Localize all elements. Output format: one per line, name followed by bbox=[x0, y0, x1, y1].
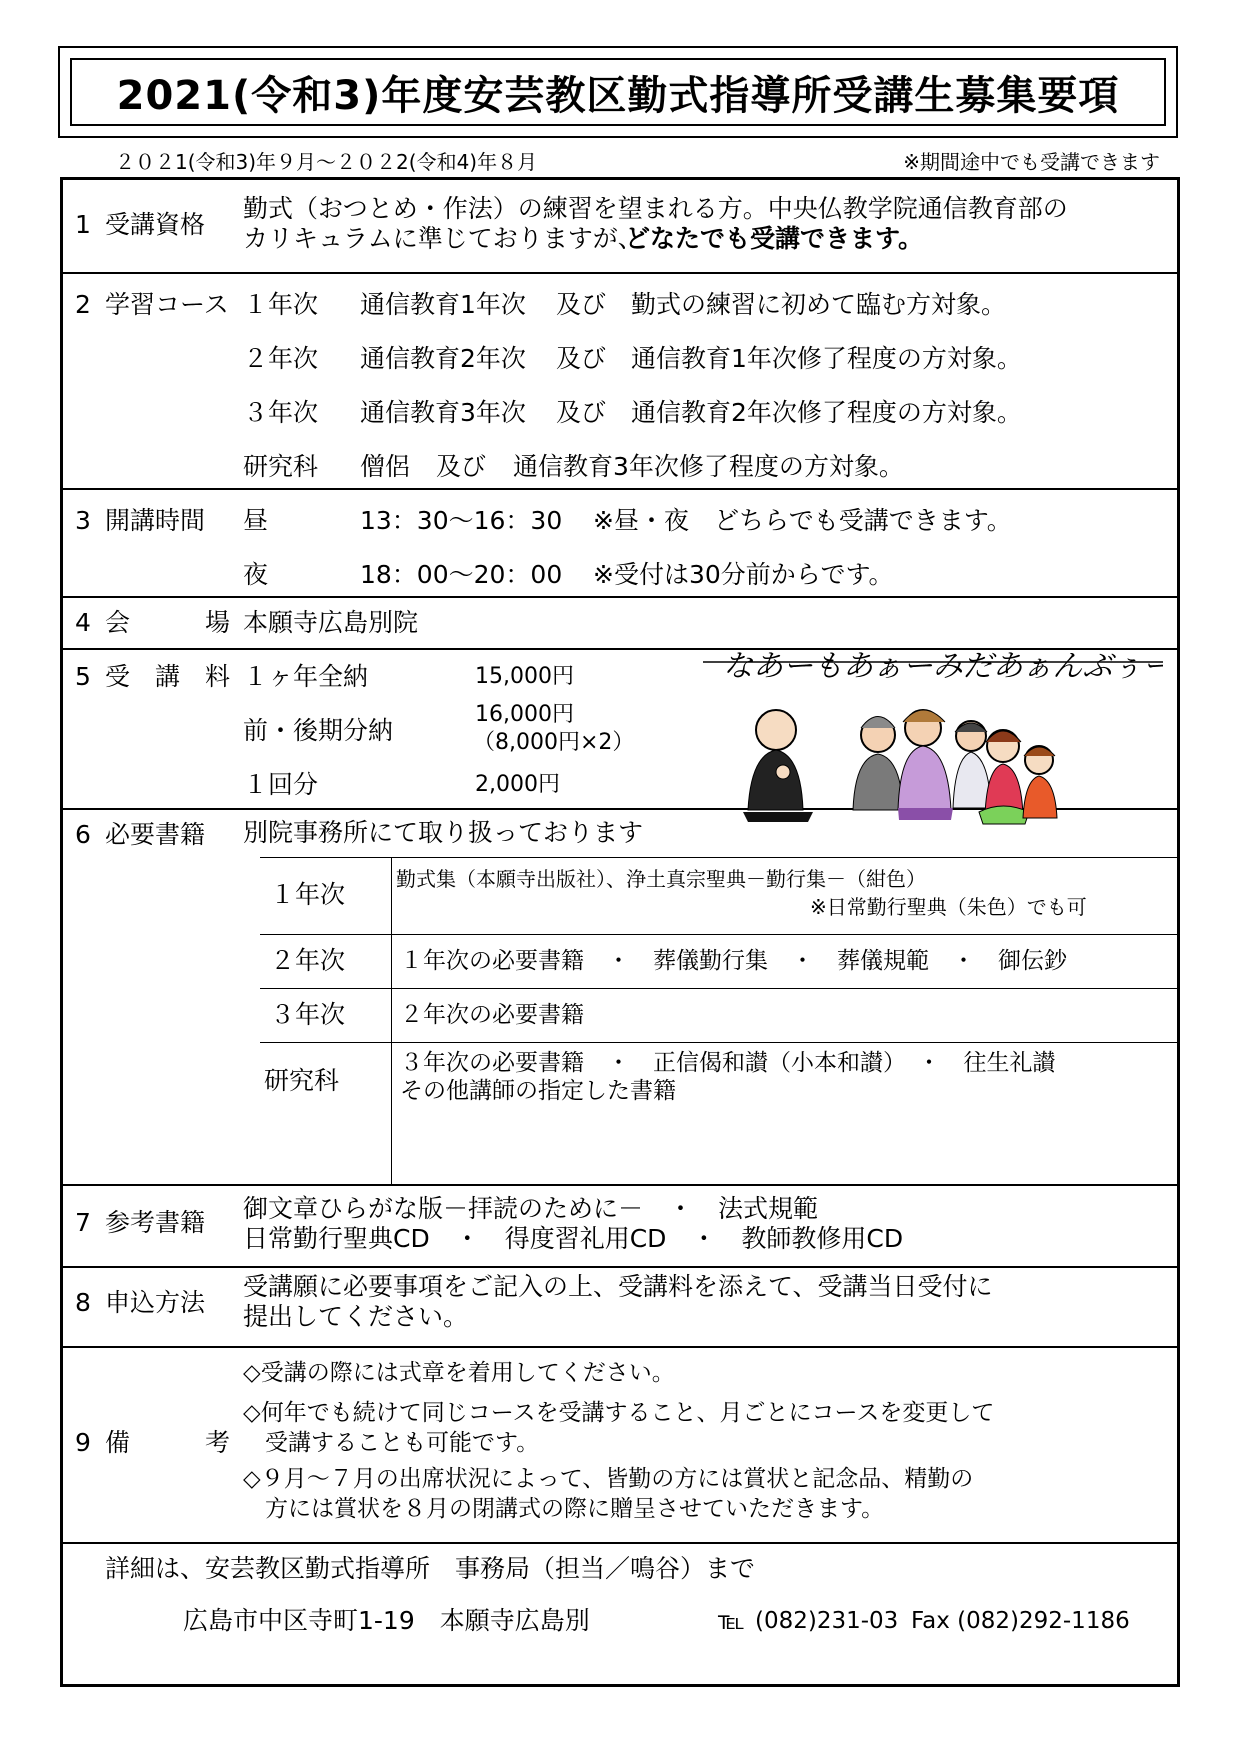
books-line-note: ※日常勤行聖典（朱色）でも可 bbox=[810, 895, 1087, 919]
qualification-line-1: 勤式（おつとめ・作法）の練習を望まれる方。中央仏教学院通信教育部の bbox=[243, 194, 1068, 223]
section-label: 必要書籍 bbox=[105, 820, 206, 849]
section-number: 9 bbox=[75, 1428, 91, 1457]
books-line: ２年次の必要書籍 bbox=[400, 1002, 584, 1028]
section-contact bbox=[63, 1542, 1177, 1684]
fee-label: １ヶ年全納 bbox=[243, 662, 369, 691]
books-line: １年次の必要書籍 ・ 葬儀勤行集 ・ 葬儀規範 ・ 御伝鈔 bbox=[400, 948, 1067, 974]
section-courses bbox=[63, 272, 1177, 490]
remark-3b: 方には賞状を８月の閉講式の際に贈呈させていただきます。 bbox=[265, 1496, 885, 1522]
books-row bbox=[260, 934, 1177, 989]
remark-2b: 受講することも可能です。 bbox=[265, 1430, 540, 1456]
books-row bbox=[260, 858, 1177, 935]
application-line-2: 提出してください。 bbox=[243, 1302, 469, 1331]
section-label: 受 bbox=[105, 662, 131, 691]
fee-sub: （8,000円×2） bbox=[473, 730, 635, 755]
remark-2a: ◇何年でも続けて同じコースを受講すること、月ごとにコースを変更して bbox=[243, 1400, 995, 1426]
course-name: 通信教育1年次 bbox=[360, 290, 526, 319]
course-and: 及び bbox=[556, 398, 607, 427]
section-label: 場 bbox=[205, 608, 231, 637]
books-line: 勤式集（本願寺出版社）、浄土真宗聖典－勤行集－（紺色） bbox=[396, 867, 926, 891]
section-required-books bbox=[63, 808, 1177, 1186]
qualification-line-2a: カリキュラムに準じておりますが、 bbox=[243, 224, 643, 253]
course-year: ２年次 bbox=[243, 344, 319, 373]
section-fees bbox=[63, 648, 1177, 810]
fee-amount: 15,000円 bbox=[475, 664, 574, 689]
section-number: 2 bbox=[75, 290, 91, 319]
course-year: 研究科 bbox=[243, 452, 319, 481]
course-name: 通信教育3年次 bbox=[360, 398, 526, 427]
section-remarks bbox=[63, 1346, 1177, 1544]
books-intro: 別院事務所にて取り扱っております bbox=[243, 818, 644, 847]
section-label: 開講時間 bbox=[105, 506, 206, 535]
section-label: 講 bbox=[155, 662, 181, 691]
books-row bbox=[260, 988, 1177, 1043]
title-frame bbox=[58, 46, 1178, 138]
hours-time: 13：30～16：30 bbox=[360, 506, 563, 535]
books-line-2: その他講師の指定した書籍 bbox=[400, 1078, 676, 1104]
hours-note: ※受付は30分前からです。 bbox=[593, 560, 894, 589]
course-and: 及び bbox=[556, 344, 607, 373]
books-line: ３年次の必要書籍 ・ 正信偈和讃（小本和讃） ・ 往生礼讃 bbox=[400, 1050, 1056, 1076]
hours-time: 18：00～20：00 bbox=[360, 560, 563, 589]
hours-label: 夜 bbox=[243, 560, 269, 589]
hours-label: 昼 bbox=[243, 506, 269, 535]
fee-amount: 2,000円 bbox=[475, 772, 560, 797]
main-table bbox=[60, 177, 1180, 1687]
remark-3a: ◇９月～７月の出席状況によって、皆勤の方には賞状と記念品、精勤の bbox=[243, 1466, 974, 1492]
contact-tel-label: ℡ bbox=[718, 1606, 745, 1635]
section-application bbox=[63, 1266, 1177, 1348]
course-name: 僧侶 bbox=[360, 452, 411, 481]
section-label: 料 bbox=[205, 662, 231, 691]
contact-address: 広島市中区寺町1-19 本願寺広島別 bbox=[183, 1606, 590, 1635]
section-venue bbox=[63, 596, 1177, 650]
illustration-chant-text: なあーもあぁーみだあぁんぶぅー bbox=[723, 650, 1163, 684]
section-number: 7 bbox=[75, 1208, 91, 1237]
books-year: １年次 bbox=[270, 880, 346, 909]
reference-line-2: 日常勤行聖典CD ・ 得度習礼用CD ・ 教師教修用CD bbox=[243, 1224, 904, 1253]
contact-fax: Fax (082)292-1186 bbox=[911, 1608, 1130, 1634]
section-label: 会 bbox=[105, 608, 131, 637]
reference-line-1: 御文章ひらがな版－拝読のために－ ・ 法式規範 bbox=[243, 1194, 819, 1223]
course-and: 及び bbox=[436, 452, 487, 481]
course-target: 勤式の練習に初めて臨む方対象。 bbox=[631, 290, 1007, 319]
section-hours bbox=[63, 488, 1177, 598]
contact-line: 詳細は、安芸教区勤式指導所 事務局（担当／鳴谷）まで bbox=[105, 1554, 756, 1583]
course-year: １年次 bbox=[243, 290, 319, 319]
section-label: 備 bbox=[105, 1428, 131, 1457]
course-target: 通信教育2年次修了程度の方対象。 bbox=[631, 398, 1022, 427]
qualification-line-2b: どなたでも受講できます。 bbox=[625, 224, 924, 253]
books-year: 研究科 bbox=[264, 1066, 340, 1095]
contact-tel: (082)231-03 bbox=[755, 1608, 899, 1634]
fee-label: 前・後期分納 bbox=[243, 716, 394, 745]
course-target: 通信教育1年次修了程度の方対象。 bbox=[631, 344, 1022, 373]
section-label: 申込方法 bbox=[105, 1288, 206, 1317]
books-subtable bbox=[260, 857, 1177, 1185]
remark-1: ◇受講の際には式章を着用してください。 bbox=[243, 1360, 675, 1386]
course-year: ３年次 bbox=[243, 398, 319, 427]
section-number: 3 bbox=[75, 506, 91, 535]
section-reference-books bbox=[63, 1184, 1177, 1268]
section-label: 参考書籍 bbox=[105, 1208, 206, 1237]
section-label: 学習コース bbox=[105, 290, 229, 319]
period-text: ２０２1(令和3)年９月～２０２2(令和4)年８月 bbox=[115, 150, 538, 174]
fee-amount: 16,000円 bbox=[475, 702, 574, 727]
section-number: 4 bbox=[75, 608, 91, 637]
section-label: 考 bbox=[205, 1428, 231, 1457]
fee-label: １回分 bbox=[243, 770, 319, 799]
course-and: 及び bbox=[556, 290, 607, 319]
venue-value: 本願寺広島別院 bbox=[243, 608, 419, 637]
section-number: 6 bbox=[75, 820, 91, 849]
period-note: ※期間途中でも受講できます bbox=[903, 150, 1160, 174]
page-title: 2021(令和3)年度安芸教区勤式指導所受講生募集要項 bbox=[70, 58, 1166, 126]
course-target: 通信教育3年次修了程度の方対象。 bbox=[513, 452, 904, 481]
section-number: 8 bbox=[75, 1288, 91, 1317]
section-number: 1 bbox=[75, 210, 91, 239]
books-year: ２年次 bbox=[270, 946, 346, 975]
books-row bbox=[260, 1042, 1177, 1184]
section-label: 受講資格 bbox=[105, 210, 206, 239]
course-name: 通信教育2年次 bbox=[360, 344, 526, 373]
hours-note: ※昼・夜 どちらでも受講できます。 bbox=[593, 506, 1012, 535]
section-number: 5 bbox=[75, 662, 91, 691]
books-year: ３年次 bbox=[270, 1000, 346, 1029]
section-qualification bbox=[63, 180, 1177, 274]
application-line-1: 受講願に必要事項をご記入の上、受講料を添えて、受講当日受付に bbox=[243, 1272, 993, 1301]
